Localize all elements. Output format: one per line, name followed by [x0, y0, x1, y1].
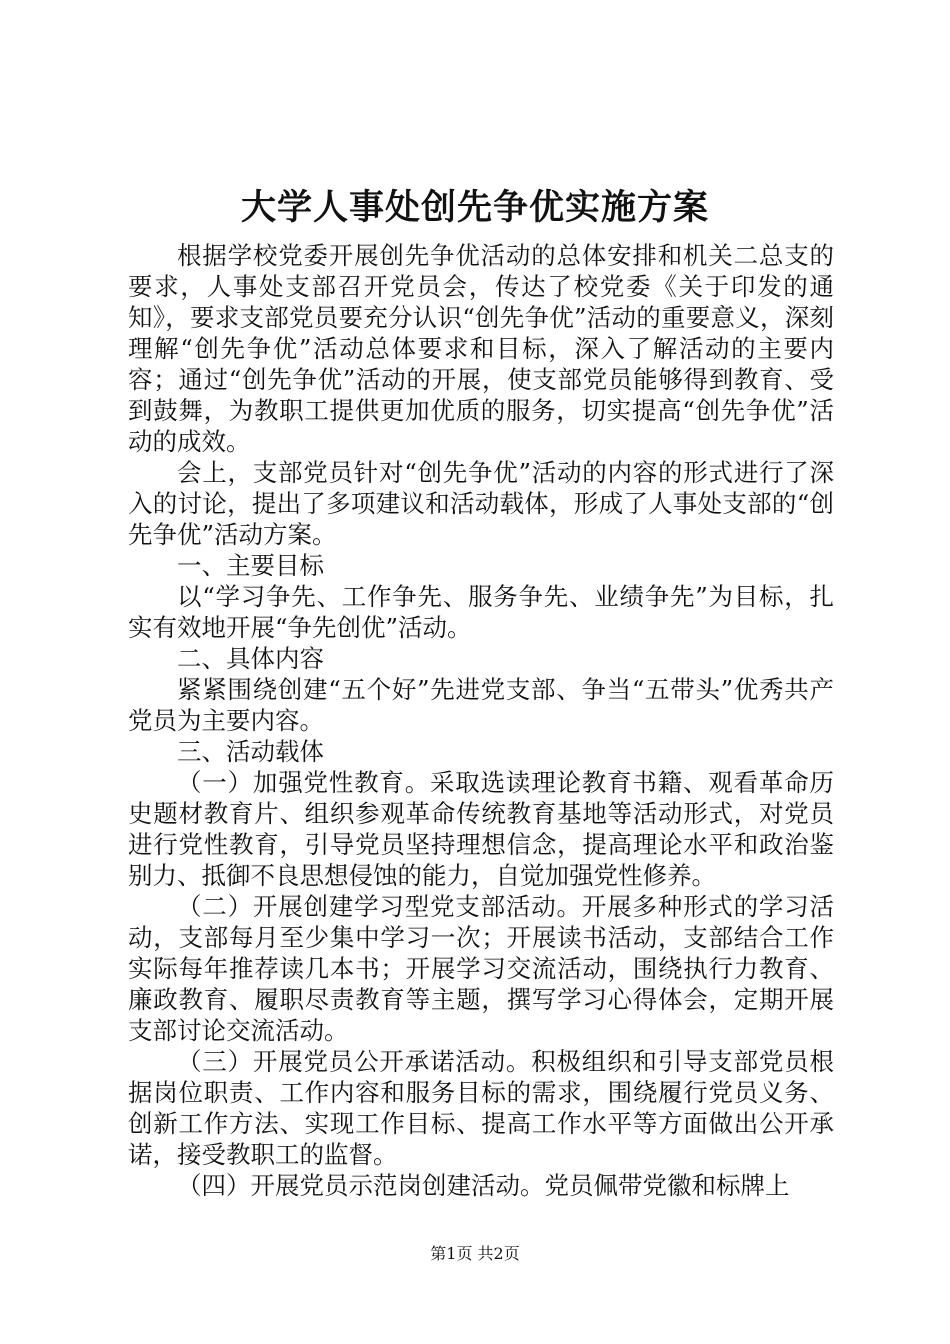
paragraph-meeting: 会上，支部党员针对“创先争优”活动的内容的形式进行了深入的讨论，提出了多项建议和活动载体，形成了人事处支部的“创先争优”活动方案。 [128, 458, 834, 549]
paragraph-item-1: （一）加强党性教育。采取选读理论教育书籍、观看革命历史题材教育片、组织参观革命传统教育基地等活动形式，对党员进行党性教育，引导党员坚持理想信念，提高理论水平和政治鉴别力、抵御不良思想侵蚀的能力，自觉加强党性修养。 [128, 768, 834, 890]
paragraph-item-4: （四）开展党员示范岗创建活动。党员佩带党徽和标牌上 [177, 1171, 790, 1200]
paragraph-item-2: （二）开展创建学习型党支部活动。开展多种形式的学习活动，支部每月至少集中学习一次；开展读书活动，支部结合工作实际每年推荐读几本书；开展学习交流活动，围绕执行力教育、廉政教育、履职尽责教育等主题，撰写学习心得体会，定期开展支部讨论交流活动。 [128, 892, 834, 1045]
paragraph-main-goal: 以“学习争先、工作争先、服务争先、业绩争先”为目标，扎实有效地开展“争先创优”活动。 [128, 582, 834, 642]
document-title: 大学人事处创先争优实施方案 [240, 187, 709, 228]
heading-specific-content: 二、具体内容 [177, 644, 324, 673]
document-body [128, 240, 834, 1201]
paragraph-specific-content: 紧紧围绕创建“五个好”先进党支部、争当“五带头”优秀共产党员为主要内容。 [128, 675, 834, 735]
paragraph-item-3: （三）开展党员公开承诺活动。积极组织和引导支部党员根据岗位职责、工作内容和服务目标的需求，围绕履行党员义务、创新工作方法、实现工作目标、提高工作水平等方面做出公开承诺，接受教职工的监督。 [128, 1047, 834, 1169]
page-footer: 第1页 共2页 [430, 1244, 520, 1263]
heading-activity-carrier: 三、活动载体 [177, 737, 324, 766]
heading-main-goal: 一、主要目标 [177, 551, 324, 580]
paragraph-intro: 根据学校党委开展创先争优活动的总体安排和机关二总支的要求，人事处支部召开党员会，传达了校党委《关于印发的通知》，要求支部党员要充分认识“创先争优”活动的重要意义，深刻理解“创先争优”活动总体要求和目标，深入了解活动的主要内容；通过“创先争优”活动的开展，使支部党员能够得到教育、受到鼓舞，为教职工提供更加优质的服务，切实提高“创先争优”活动的成效。 [128, 241, 834, 456]
